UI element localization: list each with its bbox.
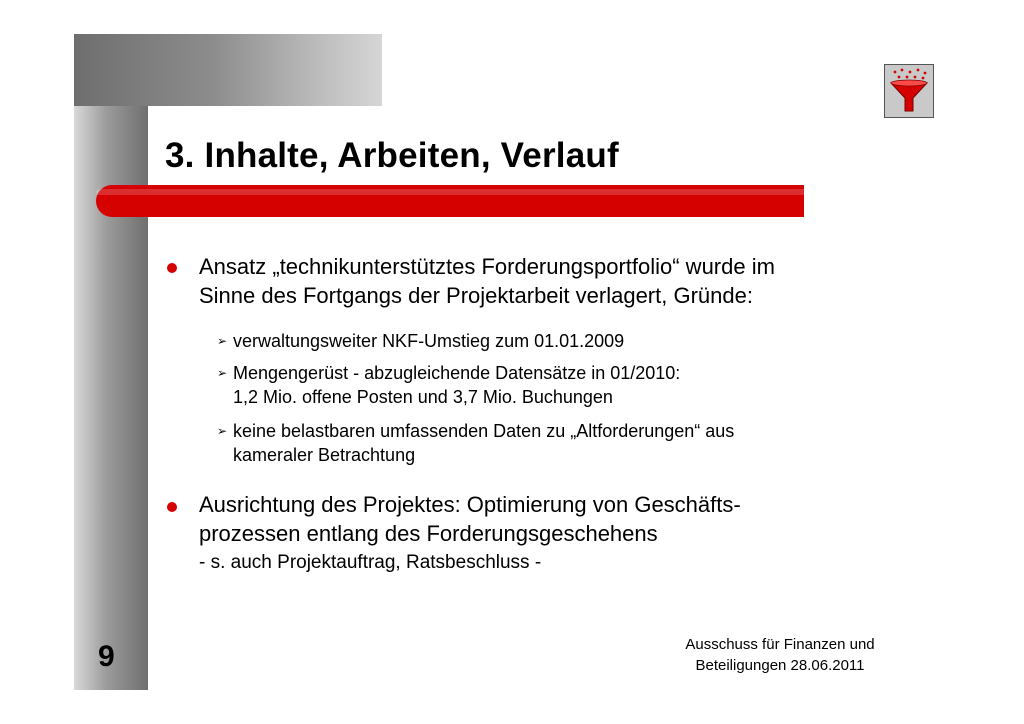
top-gradient-bar bbox=[74, 34, 382, 106]
sub-bullet-1-line-1: verwaltungsweiter NKF-Umstieg zum 01.01.2009 bbox=[233, 331, 625, 351]
bullet-2-line-2: prozessen entlang des Forderungsgeschehens bbox=[199, 521, 658, 546]
sub-bullet-2-line-2: 1,2 Mio. offene Posten und 3,7 Mio. Buchungen bbox=[233, 387, 613, 407]
page-number: 9 bbox=[98, 640, 115, 673]
sub-bullet-1 bbox=[233, 329, 624, 353]
sub-bullet-2 bbox=[233, 361, 680, 409]
sub-bullet-3 bbox=[233, 419, 734, 467]
sub-bullet-3-line-1: keine belastbaren umfassenden Daten zu „Altforderungen“ aus bbox=[233, 421, 735, 441]
funnel-logo-icon bbox=[884, 64, 934, 118]
bullet-2 bbox=[199, 490, 741, 577]
slide-title: 3. Inhalte, Arbeiten, Verlauf bbox=[165, 136, 619, 175]
left-gradient-bar bbox=[74, 34, 148, 690]
arrow-bullet-icon: ➢ bbox=[217, 424, 228, 438]
bullet-dot bbox=[167, 263, 177, 273]
bullet-1-line-2: Sinne des Fortgangs der Projektarbeit verlagert, Gründe: bbox=[199, 283, 753, 308]
bullet-dot bbox=[167, 502, 177, 512]
footer bbox=[650, 634, 910, 676]
arrow-bullet-icon: ➢ bbox=[217, 366, 228, 380]
footer-line-1: Ausschuss für Finanzen und bbox=[685, 636, 875, 653]
bullet-1-line-1: Ansatz „technikunterstütztes Forderungsportfolio“ wurde im bbox=[199, 254, 775, 279]
title-underline-bar bbox=[96, 185, 804, 217]
bullet-2-line-3: - s. auch Projektauftrag, Ratsbeschluss - bbox=[199, 552, 542, 573]
footer-line-2: Beteiligungen 28.06.2011 bbox=[695, 657, 865, 674]
sub-bullet-3-line-2: kameraler Betrachtung bbox=[233, 445, 416, 465]
bullet-1 bbox=[199, 252, 775, 310]
bullet-2-line-1: Ausrichtung des Projektes: Optimierung von Geschäfts- bbox=[199, 492, 741, 517]
sub-bullet-2-line-1: Mengengerüst - abzugleichende Datensätze in 01/2010: bbox=[233, 363, 681, 383]
arrow-bullet-icon: ➢ bbox=[217, 334, 228, 348]
